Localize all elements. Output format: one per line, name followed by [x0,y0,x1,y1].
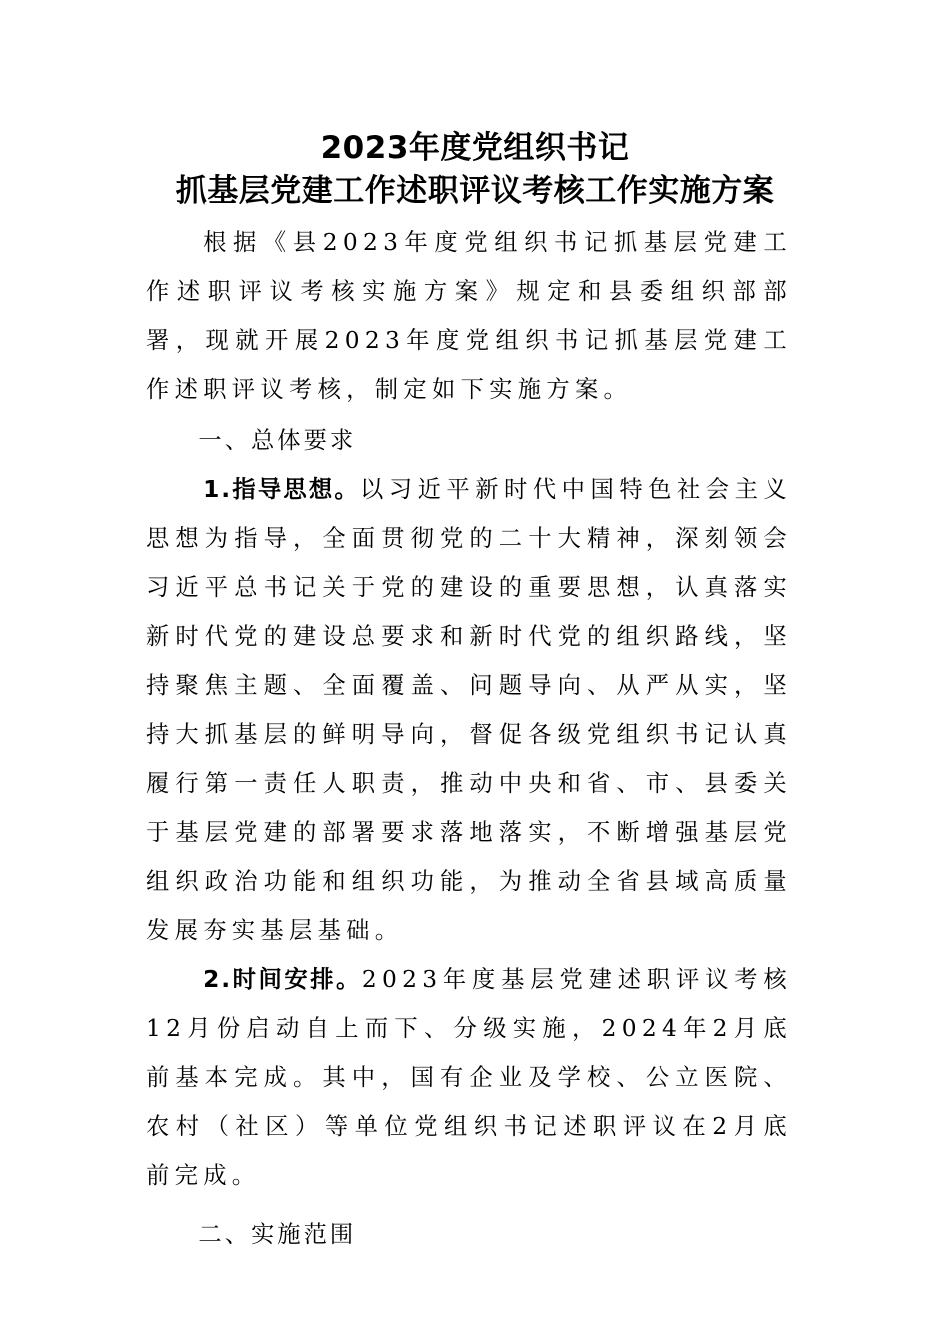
item-schedule [146,955,792,1200]
document-body [146,218,792,1259]
section-heading-general-requirements: 一、总体要求 [198,427,357,454]
item-guiding-ideology-text: 以习近平新时代中国特色社会主义思想为指导，全面贯彻党的二十大精神，深刻领会习近平总书记关于党的建设的重要思想，认真落实新时代党的建设总要求和新时代党的组织路线，坚持聚焦主题、全面覆盖、问题导向、从严从实，坚持大抓基层的鲜明导向，督促各级党组织书记认真履行第一责任人职责，推动中央和省、市、县委关于基层党建的部署要求落地落实，不断增强基层党组织政治功能和组织功能，为推动全省县域高质量发展夯实基层基础。 [146,476,793,944]
section-heading-scope: 二、实施范围 [198,1221,357,1248]
document-title-line-2: 抓基层党建工作述职评议考核工作实施方案 [175,173,775,209]
item-guiding-ideology [146,465,792,955]
item-schedule-lead: 2.时间安排。 [203,966,362,993]
intro-paragraph: 根据《县2023年度党组织书记抓基层党建工作述职评议考核实施方案》规定和县委组织部部署，现就开展2023年度党组织书记抓基层党建工作述职评议考核，制定如下实施方案。 [146,229,792,403]
item-schedule-text: 2023年度基层党建述职评议考核12月份启动自上而下、分级实施，2024年2月底前基本完成。其中，国有企业及学校、公立医院、农村（社区）等单位党组织书记述职评议在2月底前完成。 [146,966,793,1189]
document-title-line-1: 2023年度党组织书记 [320,130,630,166]
item-guiding-ideology-lead: 1.指导思想。 [203,476,360,503]
